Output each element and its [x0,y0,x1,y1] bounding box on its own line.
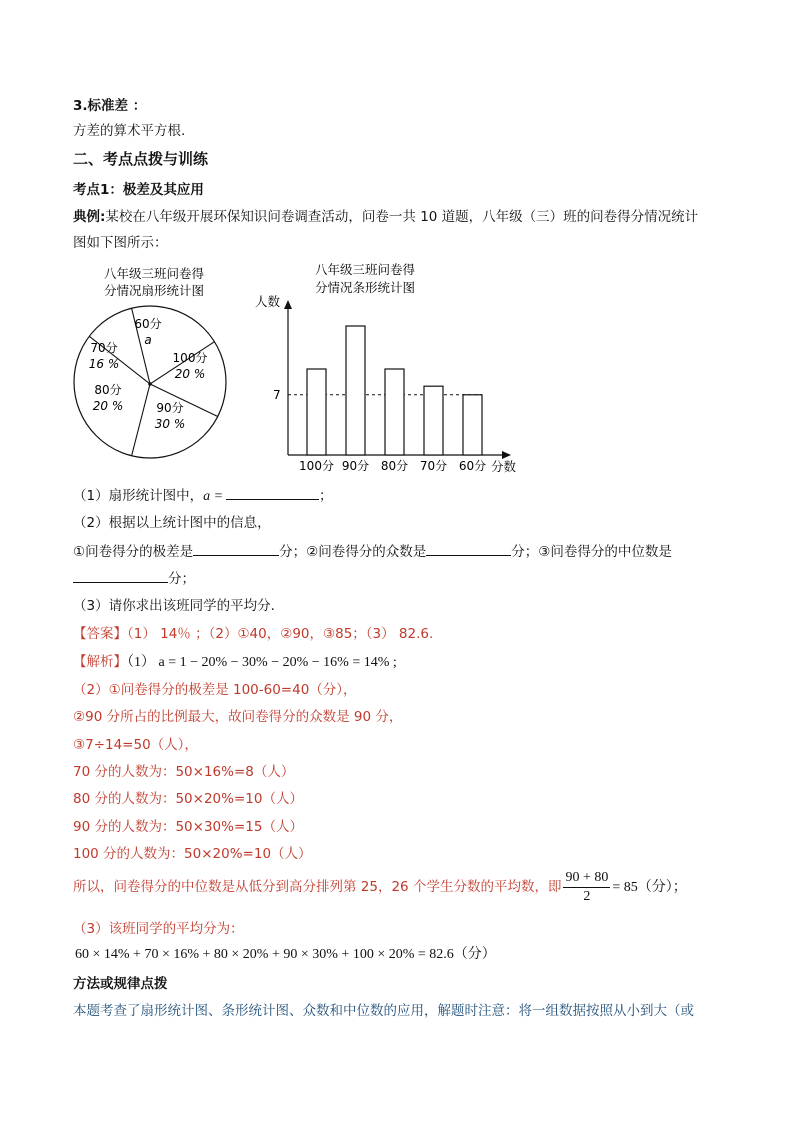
keypoint1-title: 考点1：极差及其应用 [73,182,204,198]
solution-line2: （2）①问卷得分的极差是 100-60=40（分）， [73,682,357,698]
fraction-denominator: 2 [583,888,591,904]
reference-label: 7 [273,387,281,402]
q1-variable: a = [203,489,224,504]
bar-title-line1: 八年级三班问卷得 [314,262,416,277]
bar [346,326,365,455]
bar-x-arrow [502,451,511,459]
example-text: 某校在八年级开展环保知识问卷调查活动，问卷一共 10 道题，八年级（三）班的问卷得分情况统计 [105,209,699,225]
bar-x-label: 分数 [491,459,517,474]
question2-parts [73,541,672,562]
bar [307,369,326,455]
question3: （3）请你求出该班同学的平均分. [73,598,275,614]
q1-answer-blank[interactable] [226,485,319,500]
example-line1 [73,207,698,227]
question1 [73,485,333,507]
median-result: = 85（分）； [612,880,687,895]
median-explanation: 所以，问卷得分的中位数是从低分到高分排列第 25，26 个学生分数的平均数，即 [73,879,562,895]
bar-y-label: 人数 [255,294,281,309]
solution-line4: ③7÷14=50（人）， [73,737,198,753]
fraction-numerator: 90 + 80 [563,869,610,888]
bar [424,386,443,455]
bar-category-label: 90分 [341,459,370,473]
pie-label-percent: 16 % [88,357,120,371]
q1-suffix: ； [319,488,333,504]
pie-label-percent: 20 % [174,367,206,381]
solution-step1: （1） a = 1 − 20% − 30% − 20% − 16% = 14% ; [127,655,397,670]
solution-line5: 70 分的人数为：50×16%=8（人） [73,764,295,780]
bar-category-label: 60分 [458,459,487,473]
solution-line6: 80 分的人数为：50×20%=10（人） [73,791,303,807]
pie-label-score: 100分 [172,351,208,365]
bar-category-label: 70分 [419,459,448,473]
answer-tag: 【答案】 [73,626,127,642]
solution-line9 [73,868,687,907]
pie-label-score: 80分 [94,383,122,397]
example-label: 典例: [73,209,106,225]
answer-body: （1） 14％ ；（2）①40，②90，③85；（3） 82.6. [127,626,434,642]
section3-body: 方差的算术平方根. [73,123,186,139]
pie-label-score: 90分 [156,401,184,415]
part2-title: 二、考点点拨与训练 [73,150,209,168]
bar-title-line2: 分情况条形统计图 [314,280,416,295]
method-title: 方法或规律点拨 [73,976,168,992]
pie-title-line1: 八年级三班问卷得 [103,266,205,281]
bar [385,369,404,455]
pie-label-score: 60分 [134,317,162,331]
range-answer-blank[interactable] [193,541,279,556]
pie-chart [60,262,240,462]
example-line2: 图如下图所示： [73,235,168,251]
q2a-unit: 分；②问卷得分的众数是 [279,544,427,560]
q2b-unit: 分；③问卷得分的中位数是 [511,544,672,560]
pie-slice-boundary [132,384,150,456]
solution-line1 [73,652,397,673]
question2: （2）根据以上统计图中的信息， [73,515,271,531]
method-body: 本题考查了扇形统计图、条形统计图、众数和中位数的应用，解题时注意：将一组数据按照从小到大（或 [73,1003,694,1019]
bar-category-label: 80分 [380,459,409,473]
q2a-text: ①问卷得分的极差是 [73,544,194,560]
median-fraction [563,869,610,906]
solution-tag: 【解析】 [73,654,127,670]
pie-label-percent: a [144,333,152,347]
section3-title: 3.标准差 ： [73,98,147,114]
pie-center [148,382,152,386]
bar [463,395,482,455]
solution-line11: 60 × 14% + 70 × 16% + 80 × 20% + 90 × 30% + 100 × 20% = 82.6（分） [75,947,496,962]
solution-line7: 90 分的人数为：50×30%=15（人） [73,819,303,835]
median-answer-blank[interactable] [73,568,168,583]
answer-line [73,624,433,644]
q2c-unit: 分； [168,571,195,587]
solution-line10: （3）该班同学的平均分为： [73,921,244,937]
pie-label-percent: 20 % [92,399,124,413]
bar-category-label: 100分 [299,459,334,473]
solution-line8: 100 分的人数为：50×20%=10（人） [73,846,312,862]
solution-line3: ②90 分所占的比例最大，故问卷得分的众数是 90 分， [73,709,403,725]
bar-y-arrow [284,300,292,309]
pie-label-percent: 30 % [154,417,186,431]
bar-chart [255,262,535,477]
mode-answer-blank[interactable] [426,541,511,556]
pie-label-score: 70分 [90,341,118,355]
q1-prefix: （1）扇形统计图中， [73,488,204,504]
pie-title-line2: 分情况扇形统计图 [103,283,205,298]
question2-continued [73,568,195,589]
